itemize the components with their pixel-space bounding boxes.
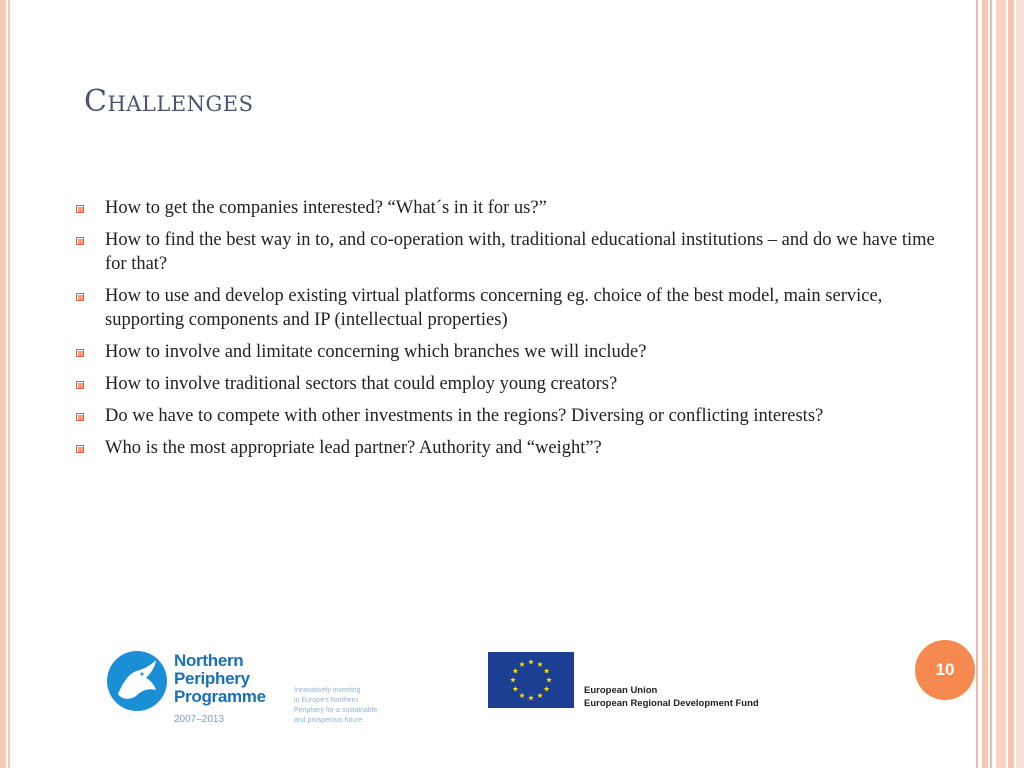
bullet-text: Who is the most appropriate lead partner? Authority and “weight”?	[105, 438, 602, 458]
eu-text	[584, 684, 759, 710]
npp-years: 2007–2013	[174, 714, 225, 725]
bullet-text: How to use and develop existing virtual platforms concerning eg. choice of the best model, main service, supporting components and IP (intellectual properties)	[105, 286, 883, 330]
square-bullet-icon	[76, 381, 84, 389]
square-bullet-icon	[76, 413, 84, 421]
eu-line-2: European Regional Development Fund	[584, 698, 759, 709]
bullet-text: Do we have to compete with other investments in the regions? Diversing or conflicting interests?	[105, 406, 824, 426]
square-bullet-icon	[76, 293, 84, 301]
list-item	[76, 284, 956, 332]
bird-logo-icon	[106, 650, 168, 712]
page-number: 10	[935, 660, 955, 679]
bullet-text: How to involve traditional sectors that could employ young creators?	[105, 374, 618, 394]
list-item	[76, 436, 956, 460]
square-bullet-icon	[76, 205, 84, 213]
bullet-list	[76, 196, 956, 468]
square-bullet-icon	[76, 445, 84, 453]
npp-tagline: Innovatively investing in Europe's Northern Periphery for a sustainable and prosperous future	[294, 687, 378, 724]
page-number-badge	[915, 640, 975, 700]
bullet-text: How to get the companies interested? “What´s in it for us?”	[105, 198, 547, 218]
list-item	[76, 196, 956, 220]
northern-periphery-programme-logo	[106, 648, 406, 738]
bullet-text: How to involve and limitate concerning which branches we will include?	[105, 342, 647, 362]
list-item	[76, 228, 956, 276]
list-item	[76, 372, 956, 396]
square-bullet-icon	[76, 237, 84, 245]
slide-title: Challenges	[84, 84, 254, 119]
list-item	[76, 404, 956, 428]
list-item	[76, 340, 956, 364]
npp-name: Northern Periphery Programme	[174, 651, 266, 706]
right-stripe-decoration	[976, 0, 1024, 768]
square-bullet-icon	[76, 349, 84, 357]
left-border-decoration	[0, 0, 6, 768]
eu-flag-icon	[488, 652, 574, 708]
eu-line-1: European Union	[584, 685, 658, 696]
bullet-text: How to find the best way in to, and co-operation with, traditional educational institutions – and do we have time for that?	[105, 230, 935, 274]
